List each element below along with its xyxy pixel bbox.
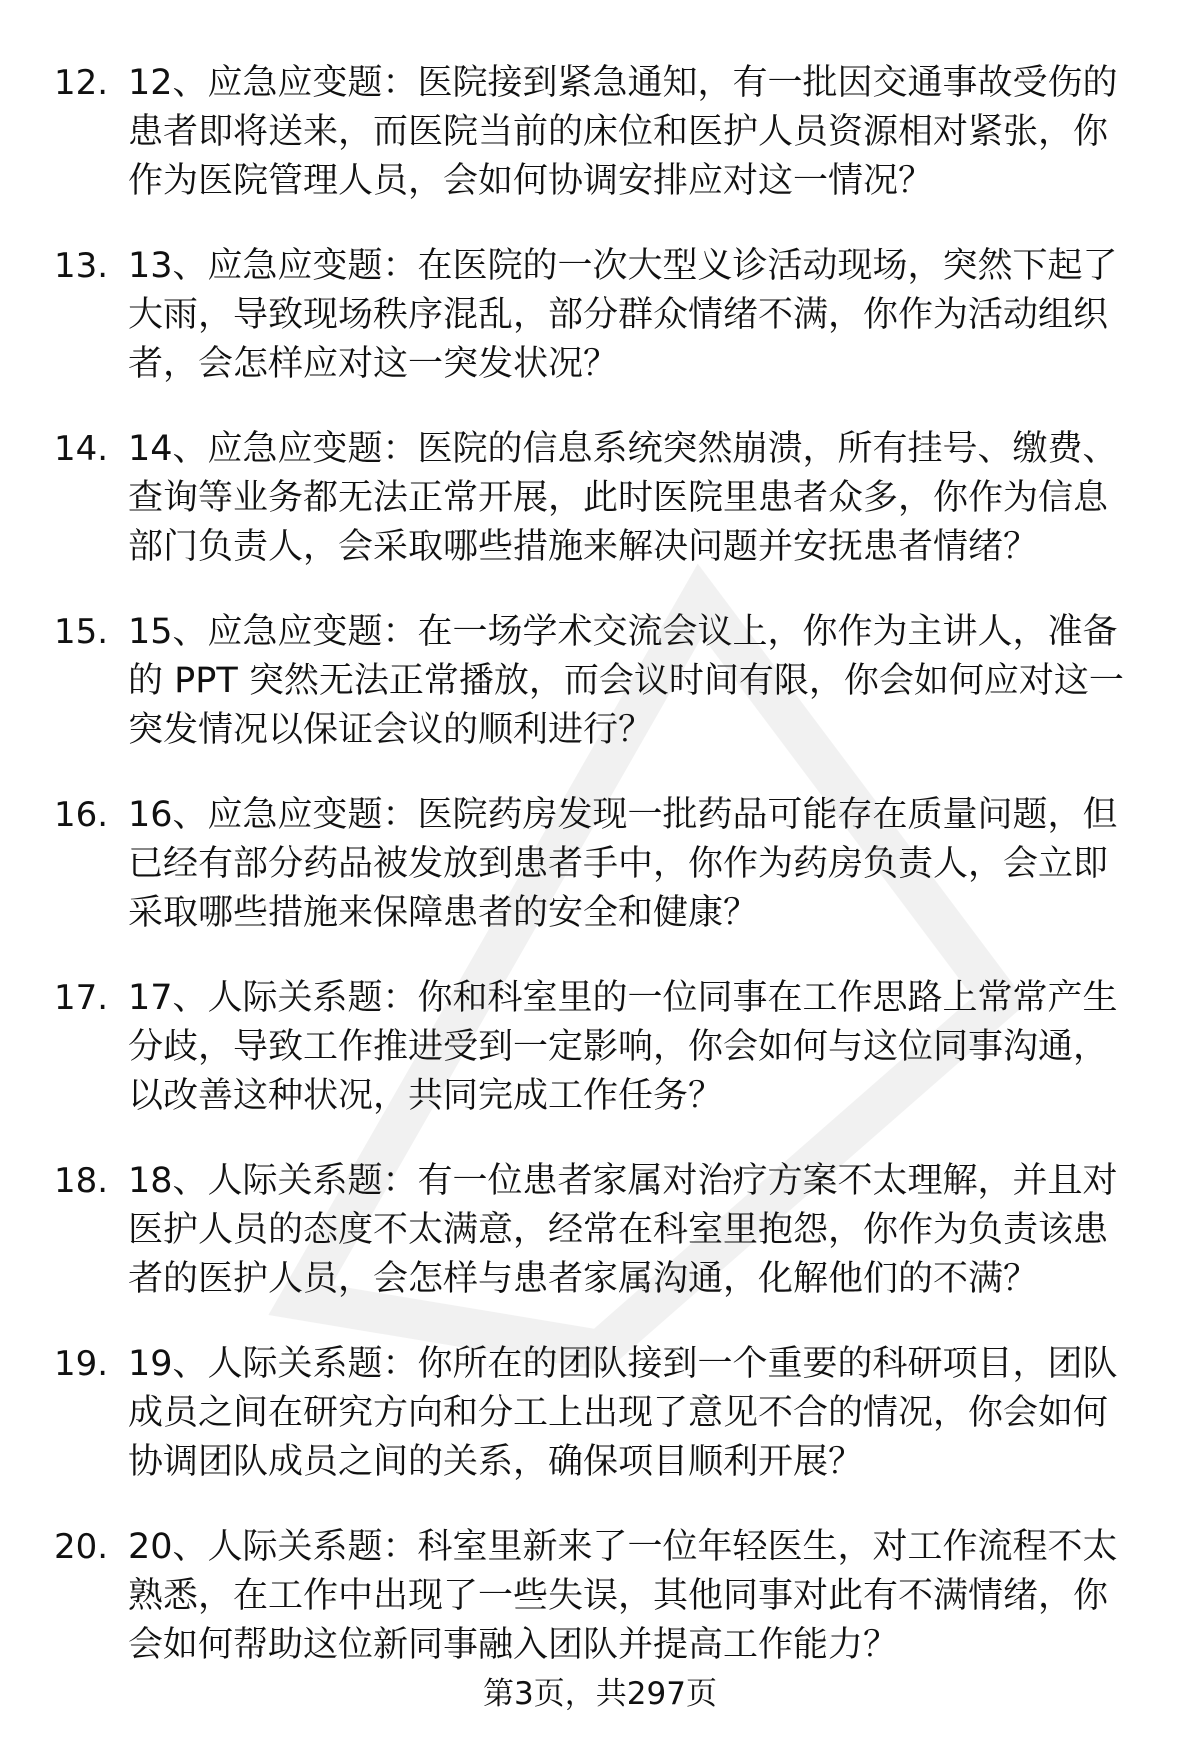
question-line: 13、应急应变题：在医院的一次大型义诊活动现场，突然下起了 [128,246,1118,286]
question-line: 的 PPT 突然无法正常播放，而会议时间有限，你会如何应对这一 [128,661,1124,701]
question-line: 17、人际关系题：你和科室里的一位同事在工作思路上常常产生 [128,978,1118,1018]
list-item [0,425,1200,572]
list-item [0,608,1200,755]
item-number: 15. [54,612,109,652]
question-text [128,59,1168,206]
question-text [128,791,1168,938]
list-item [0,1523,1200,1670]
question-line: 20、人际关系题：科室里新来了一位年轻医生，对工作流程不太 [128,1527,1118,1567]
question-text [128,1157,1168,1304]
question-line: 分歧，导致工作推进受到一定影响，你会如何与这位同事沟通， [128,1027,1109,1067]
question-line: 熟悉，在工作中出现了一些失误，其他同事对此有不满情绪，你 [128,1576,1109,1616]
list-item [0,791,1200,938]
question-line: 突发情况以保证会议的顺利进行？ [128,710,654,750]
question-line: 以改善这种状况，共同完成工作任务？ [128,1076,724,1116]
question-line: 医护人员的态度不太满意，经常在科室里抱怨，你作为负责该患 [128,1210,1109,1250]
question-line: 18、人际关系题：有一位患者家属对治疗方案不太理解，并且对 [128,1161,1118,1201]
question-text [128,425,1168,572]
question-line: 12、应急应变题：医院接到紧急通知，有一批因交通事故受伤的 [128,63,1118,103]
question-list [0,59,1200,1706]
question-text [128,608,1168,755]
question-line: 会如何帮助这位新同事融入团队并提高工作能力？ [128,1625,899,1665]
question-line: 者，会怎样应对这一突发状况？ [128,344,619,384]
item-number: 16. [54,795,109,835]
item-number: 12. [54,63,109,103]
question-text [128,242,1168,389]
question-line: 19、人际关系题：你所在的团队接到一个重要的科研项目，团队 [128,1344,1118,1384]
question-line: 14、应急应变题：医院的信息系统突然崩溃，所有挂号、缴费、 [128,429,1118,469]
item-number: 14. [54,429,109,469]
question-line: 15、应急应变题：在一场学术交流会议上，你作为主讲人，准备 [128,612,1118,652]
page-number: 第3页，共297页 [483,1676,717,1712]
question-text [128,1523,1168,1670]
list-item [0,59,1200,206]
list-item [0,974,1200,1121]
item-number: 19. [54,1344,109,1384]
item-number: 17. [54,978,109,1018]
question-line: 16、应急应变题：医院药房发现一批药品可能存在质量问题，但 [128,795,1118,835]
question-line: 大雨，导致现场秩序混乱，部分群众情绪不满，你作为活动组织 [128,295,1109,335]
question-line: 查询等业务都无法正常开展，此时医院里患者众多，你作为信息 [128,478,1109,518]
question-line: 作为医院管理人员，会如何协调安排应对这一情况？ [128,161,934,201]
list-item [0,1157,1200,1304]
question-line: 部门负责人，会采取哪些措施来解决问题并安抚患者情绪？ [128,527,1039,567]
question-line: 成员之间在研究方向和分工上出现了意见不合的情况，你会如何 [128,1393,1109,1433]
list-item [0,1340,1200,1487]
question-line: 者的医护人员，会怎样与患者家属沟通，化解他们的不满？ [128,1259,1039,1299]
question-text [128,974,1168,1121]
question-line: 采取哪些措施来保障患者的安全和健康？ [128,893,759,933]
question-text [128,1340,1168,1487]
item-number: 13. [54,246,109,286]
item-number: 20. [54,1527,109,1567]
list-item [0,242,1200,389]
item-number: 18. [54,1161,109,1201]
question-line: 患者即将送来，而医院当前的床位和医护人员资源相对紧张，你 [128,112,1109,152]
question-line: 已经有部分药品被发放到患者手中，你作为药房负责人，会立即 [128,844,1109,884]
question-line: 协调团队成员之间的关系，确保项目顺利开展？ [128,1442,864,1482]
